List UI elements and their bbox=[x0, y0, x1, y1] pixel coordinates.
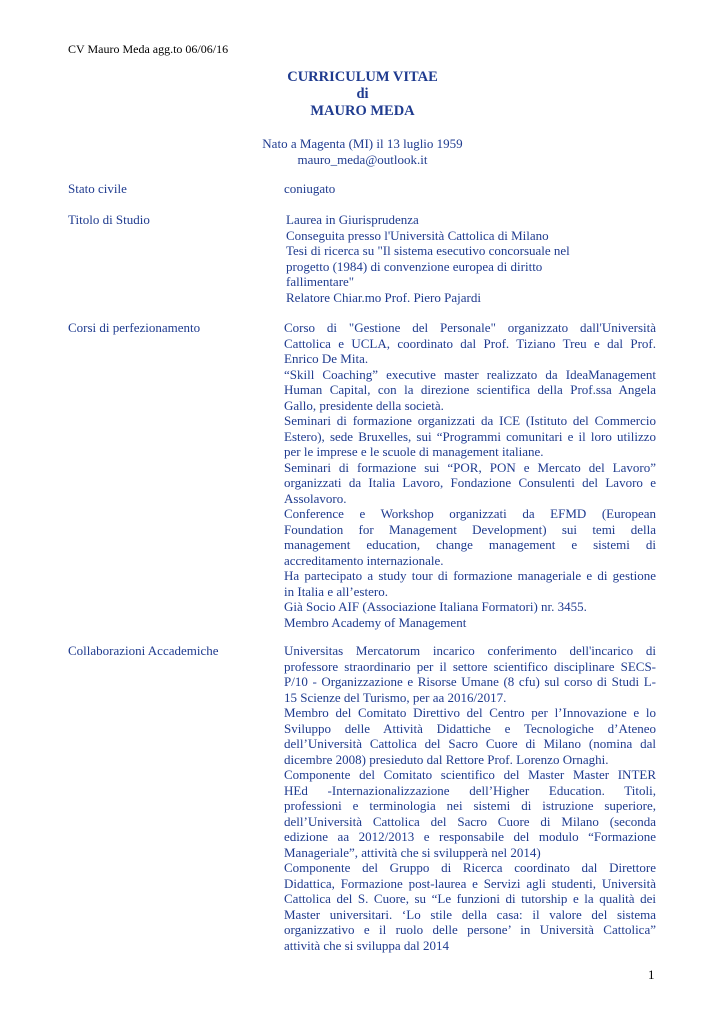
corsi-line: Assolavoro. bbox=[284, 490, 347, 506]
collab-line: dicembre 2008) presieduto dal Rettore Prof. Lorenzo Ornaghi. bbox=[284, 751, 609, 767]
corsi-line: Membro Academy of Management bbox=[284, 614, 467, 630]
titolo-line: Tesi di ricerca su "Il sistema esecutivo concorsuale nel bbox=[286, 243, 570, 258]
collab-line: organizzativo e il ruolo delle persone’ in Università Cattolica” bbox=[284, 922, 656, 937]
titolo-line: Conseguita presso l'Università Cattolica di Milano bbox=[286, 227, 549, 243]
collab-line: Componente del Comitato scientifico del Master Master INTER bbox=[284, 767, 656, 782]
collab-line: professore straordinario per il settore scientifico disciplinare SECS- bbox=[284, 658, 656, 674]
birth-line: Nato a Magenta (MI) il 13 luglio 1959 bbox=[262, 136, 463, 151]
collaborazioni-label: Collaborazioni Accademiche bbox=[68, 643, 219, 658]
corsi-line: Gallo, presidente della società. bbox=[284, 397, 444, 413]
collab-line: Universitas Mercatorum incarico conferimento dell'incarico di bbox=[284, 643, 656, 658]
corsi-line: management education, change management e sistemi di bbox=[284, 537, 656, 552]
corsi-line: per le imprese e le scuole di management italiane. bbox=[284, 444, 544, 459]
titolo-line: progetto (1984) di convenzione europea di diritto bbox=[286, 258, 543, 274]
corsi-line: Foundation for Management Development) sui temi della bbox=[284, 521, 656, 537]
corsi-line: Corso di "Gestione del Personale" organizzato dall'Università bbox=[284, 320, 656, 335]
collab-line: HEd -Internazionalizzazione dell’Higher Education. Titoli, bbox=[284, 782, 656, 798]
corsi-line: organizzati da Italia Lavoro, Fondazione Consulenti del Lavoro e bbox=[284, 475, 656, 490]
collab-line: P/10 - Organizzazione e Risorse Umane (8 cfu) sul corso di Studi L- bbox=[284, 674, 656, 689]
collab-line: professioni e terminologia nei sistemi di istruzione superiore, bbox=[284, 798, 656, 813]
corsi-line: Conference e Workshop organizzati da EFMD (European bbox=[284, 506, 656, 521]
collab-line: Membro del Comitato Direttivo del Centro per l’Innovazione e lo bbox=[284, 705, 656, 720]
collab-line: Sviluppo delle Attività Didattiche e Tecnologiche d’Ateneo bbox=[284, 720, 656, 736]
titolo-studio-value bbox=[286, 212, 658, 305]
collab-line: Componente del Gruppo di Ricerca coordinato dal Direttore bbox=[284, 860, 656, 875]
collab-line: dell’Università Cattolica del Sacro Cuore di Milano (nomina dal bbox=[284, 736, 656, 751]
collab-line: Manageriale”, attività che si svilupperà nel 2014) bbox=[284, 844, 541, 860]
corsi-line: in Italia e all’estero. bbox=[284, 583, 388, 599]
title-line-cv: CURRICULUM VITAE bbox=[287, 69, 438, 85]
titolo-line: Relatore Chiar.mo Prof. Piero Pajardi bbox=[286, 289, 481, 305]
header-note: CV Mauro Meda agg.to 06/06/16 bbox=[68, 42, 229, 56]
titolo-studio-label: Titolo di Studio bbox=[68, 212, 150, 227]
corsi-line: Human Capital, con la direzione scientifica della Prof.ssa Angela bbox=[284, 382, 656, 397]
collab-line: Master universitari. ‘Lo stile della casa: il valore del sistema bbox=[284, 906, 656, 922]
collab-line: Cattolica del S. Cuore, su “Le funzioni di tutorship e la qualità dei bbox=[284, 891, 656, 906]
birth-info bbox=[0, 136, 725, 168]
page-number: 1 bbox=[648, 967, 655, 982]
collab-line: edizione aa 2012/2013 e responsabile del modulo “Formazione bbox=[284, 829, 656, 844]
email: mauro_meda@outlook.it bbox=[297, 152, 428, 167]
corsi-line: Seminari di formazione sui “POR, PON e Mercato del Lavoro” bbox=[284, 459, 656, 475]
corsi-line: Seminari di formazione organizzati da ICE (Istituto del Commercio bbox=[284, 413, 656, 428]
collab-line: Didattica, Formazione post-laurea e Servizi agli studenti, Università bbox=[284, 875, 656, 891]
titolo-line: Laurea in Giurisprudenza bbox=[286, 212, 419, 227]
corsi-line: “Skill Coaching” executive master realizzato da IdeaManagement bbox=[284, 366, 656, 382]
corsi-label: Corsi di perfezionamento bbox=[68, 320, 201, 335]
stato-civile-text: coniugato bbox=[284, 181, 336, 196]
corsi-line: Enrico De Mita. bbox=[284, 351, 369, 366]
corsi-line: accreditamento internazionale. bbox=[284, 552, 444, 568]
titolo-line: fallimentare" bbox=[286, 274, 355, 289]
corsi-value bbox=[284, 320, 656, 630]
collab-line: attività che si sviluppa dal 2014 bbox=[284, 937, 449, 953]
corsi-line: Estero), sede Bruxelles, sui “Programmi comunitari e il loro utilizzo bbox=[284, 428, 656, 444]
corsi-line: Ha partecipato a study tour di formazione manageriale e di gestione bbox=[284, 568, 656, 583]
collaborazioni-value bbox=[284, 643, 656, 953]
title-line-name: MAURO MEDA bbox=[310, 103, 415, 119]
stato-civile-label: Stato civile bbox=[68, 181, 127, 196]
corsi-line: Già Socio AIF (Associazione Italiana Formatori) nr. 3455. bbox=[284, 599, 587, 614]
corsi-line: Cattolica e UCLA, coordinato dal Prof. Tiziano Treu e dal Prof. bbox=[284, 335, 656, 351]
stato-civile-value bbox=[284, 181, 656, 197]
collab-line: 15 Scienze del Turismo, per aa 2016/2017. bbox=[284, 689, 507, 705]
document-title bbox=[0, 69, 725, 120]
title-line-di: di bbox=[356, 86, 369, 102]
collab-line: dell’Università Cattolica del Sacro Cuore di Milano (seconda bbox=[284, 813, 656, 829]
